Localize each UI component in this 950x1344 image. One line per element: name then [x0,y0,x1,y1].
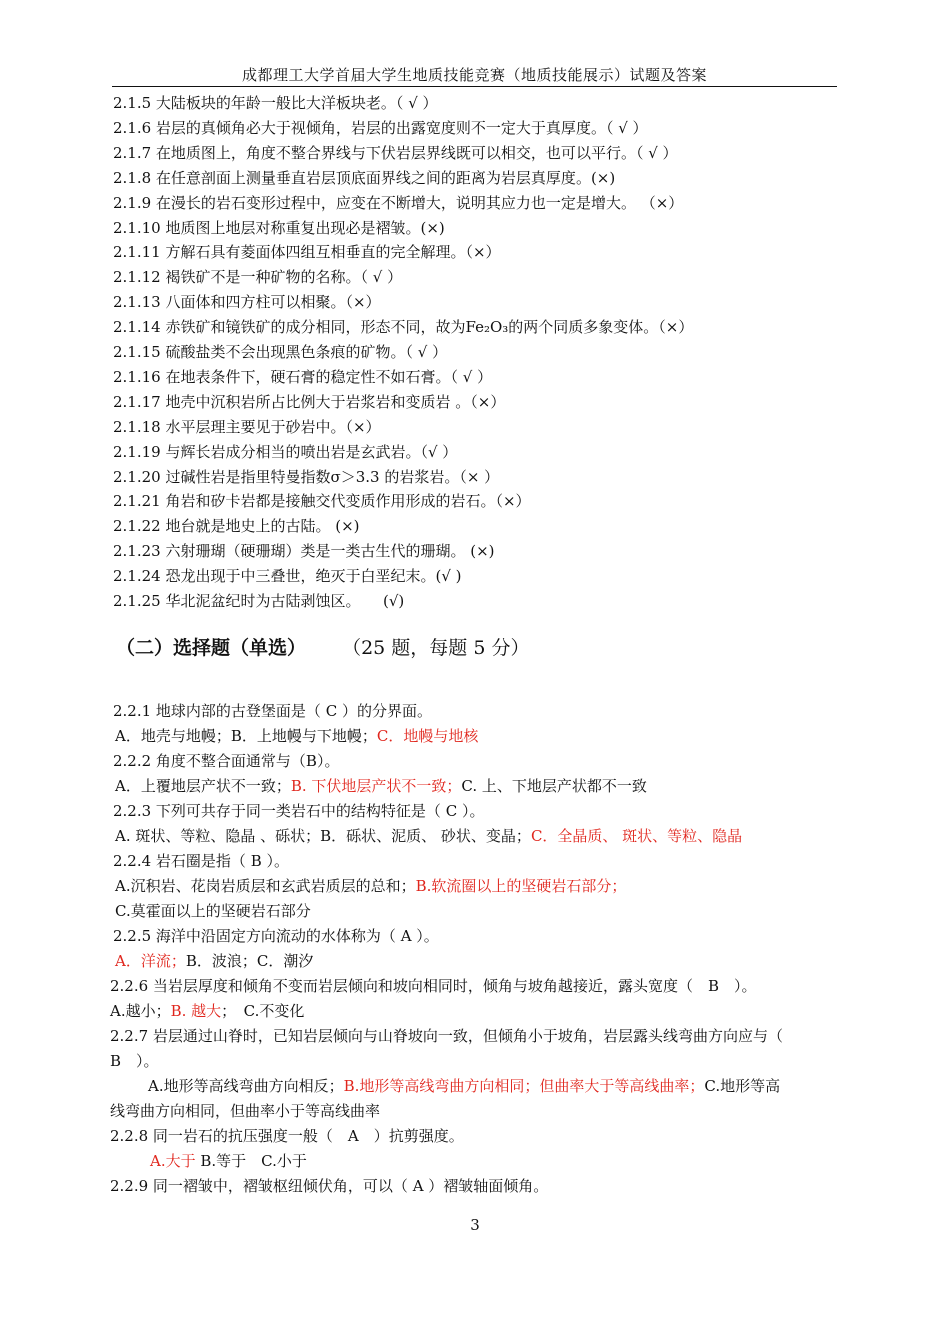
correct-option: B. 下伏地层产状不一致； [290,777,462,795]
correct-option: B. 越大 [170,1002,222,1020]
correct-option: B.地形等高线弯曲方向相同；但曲率大于等高线曲率； [343,1077,705,1095]
tf-item: 2.1.18 水平层理主要见于砂岩中。（×） [113,417,381,436]
correct-option: C．全晶质、 斑状、等粒、隐晶 [530,827,743,845]
question-2-2-7: 2.2.7 岩层通过山脊时，已知岩层倾向与山脊坡向一致，但倾角小于坡角，岩层露头线弯曲方向应与（ [110,1027,783,1045]
tf-item: 2.1.17 地壳中沉积岩所占比例大于岩浆岩和变质岩 。（×） [113,392,506,411]
tf-item: 2.1.25 华北泥盆纪时为古陆剥蚀区。 (√) [113,592,405,610]
answer-2-2-4-c: C.莫霍面以上的坚硬岩石部分 [115,902,311,920]
tf-item: 2.1.6 岩层的真倾角必大于视倾角，岩层的出露宽度则不一定大于真厚度。（ √ ） [113,118,648,137]
tf-item: 2.1.23 六射珊瑚（硬珊瑚）类是一类古生代的珊瑚。 (×) [113,542,495,561]
tf-item: 2.1.11 方解石具有菱面体四组互相垂直的完全解理。（×） [113,243,501,262]
question-2-2-7-cont: B ）。 [110,1052,159,1070]
question-2-2-9: 2.2.9 同一褶皱中，褶皱枢纽倾伏角，可以（ A ）褶皱轴面倾角。 [110,1177,549,1195]
option-text: B．波浪；C．潮汐 [185,952,314,970]
option-text: ； C.不变化 [221,1002,305,1020]
tf-item: 2.1.14 赤铁矿和镜铁矿的成分相同，形态不同，故为Fe₂O₃的两个同质多象变体。（×） [113,318,694,337]
question-2-2-5: 2.2.5 海洋中沿固定方向流动的水体称为（ A ）。 [113,927,439,945]
answer-2-2-1 [115,726,478,746]
tf-item: 2.1.20 过碱性岩是指里特曼指数σ＞3.3 的岩浆岩。（× ） [113,467,500,486]
correct-option: A．洋流； [115,952,186,970]
header-rule [112,86,837,87]
answer-2-2-8 [150,1151,307,1171]
page-header: 成都理工大学首届大学生地质技能竞赛（地质技能展示）试题及答案 [241,66,707,84]
option-text: A．上覆地层产状不一致； [115,777,291,795]
option-text: A.地形等高线弯曲方向相反； [148,1077,344,1095]
tf-item: 2.1.21 角岩和矽卡岩都是接触交代变质作用形成的岩石。（×） [113,492,531,511]
answer-2-2-7-cont: 线弯曲方向相同，但曲率小于等高线曲率 [110,1102,381,1120]
section-title [116,635,529,661]
tf-item: 2.1.10 地质图上地层对称重复出现必是褶皱。(×) [113,218,445,237]
tf-item: 2.1.12 褐铁矿不是一种矿物的名称。（ √ ） [113,268,403,287]
tf-item: 2.1.19 与辉长岩成分相当的喷出岩是玄武岩。（√ ） [113,442,458,461]
answer-2-2-5 [115,951,313,971]
page-number: 3 [470,1216,480,1234]
question-2-2-4: 2.2.4 岩石圈是指（ B ）。 [113,852,289,870]
answer-2-2-4 [115,876,626,896]
option-text: A.越小； [110,1002,171,1020]
answer-2-2-2 [115,776,647,796]
tf-item: 2.1.9 在漫长的岩石变形过程中，应变在不断增大，说明其应力也一定是增大。 （×） [113,193,684,212]
option-text: A. 斑状、等粒、隐晶 、砾状；B．砾状、泥质、 砂状、变晶； [115,827,531,845]
question-2-2-6: 2.2.6 当岩层厚度和倾角不变而岩层倾向和坡向相同时，倾角与坡角越接近，露头宽度（ B ）。 [110,977,757,995]
question-2-2-1: 2.2.1 地球内部的古登堡面是（ C ）的分界面。 [113,702,432,720]
correct-option: B.软流圈以上的坚硬岩石部分； [415,877,627,895]
answer-2-2-6 [110,1001,304,1021]
tf-item: 2.1.24 恐龙出现于中三叠世，绝灭于白垩纪末。(√ ) [113,567,462,586]
option-text: A.沉积岩、花岗岩质层和玄武岩质层的总和； [115,877,416,895]
option-text: C.地形等高 [704,1077,781,1095]
correct-option: A.大于 [150,1152,196,1170]
tf-item: 2.1.15 硫酸盐类不会出现黑色条痕的矿物。（ √ ） [113,343,448,361]
section-heading: （二）选择题（单选） [116,637,307,659]
question-2-2-2: 2.2.2 角度不整合面通常与（B）。 [113,752,340,770]
answer-2-2-7 [148,1076,780,1096]
correct-option: C．地幔与地核 [376,727,479,745]
tf-item: 2.1.13 八面体和四方柱可以相聚。（×） [113,293,381,312]
section-note: （25 题，每题 5 分） [342,637,530,659]
tf-item: 2.1.5 大陆板块的年龄一般比大洋板块老。（ √ ） [113,94,438,112]
tf-item: 2.1.8 在任意剖面上测量垂直岩层顶底面界线之间的距离为岩层真厚度。(×) [113,168,616,187]
tf-item: 2.1.7 在地质图上，角度不整合界线与下伏岩层界线既可以相交，也可以平行。（ √ ） [113,143,678,162]
option-text: B.等于 C.小于 [195,1152,307,1170]
option-text: C. 上、下地层产状都不一致 [461,777,647,795]
tf-item: 2.1.16 在地表条件下，硬石膏的稳定性不如石膏。（ √ ） [113,367,493,386]
question-2-2-3: 2.2.3 下列可共存于同一类岩石中的结构特征是（ C ）。 [113,802,485,820]
answer-2-2-3 [115,826,742,846]
question-2-2-8: 2.2.8 同一岩石的抗压强度一般（ A ）抗剪强度。 [110,1127,464,1145]
option-text: A．地壳与地幔；B．上地幔与下地幔； [115,727,377,745]
tf-item: 2.1.22 地台就是地史上的古陆。 (×) [113,517,360,536]
